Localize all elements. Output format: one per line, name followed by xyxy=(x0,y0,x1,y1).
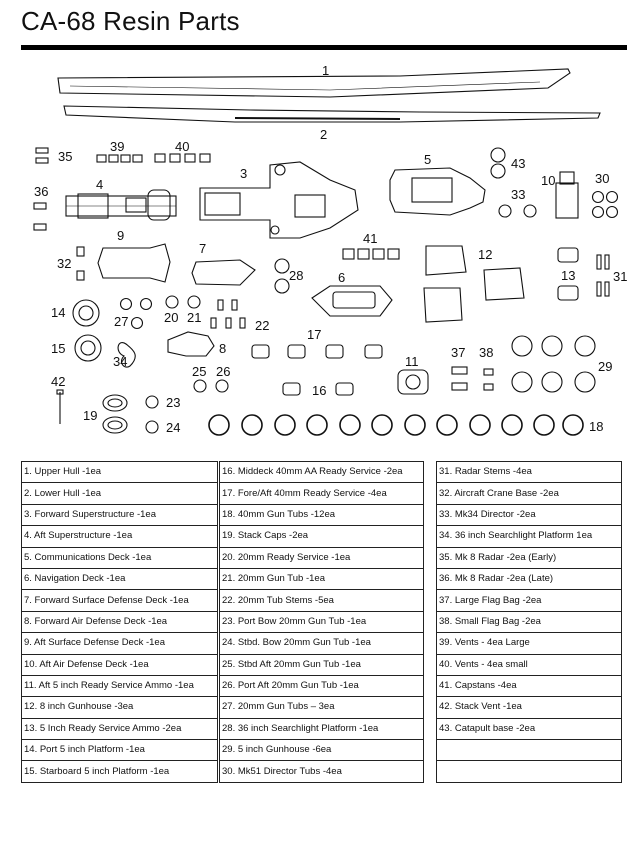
callout-31: 31 xyxy=(613,269,628,284)
parts-list-item: 15. Starboard 5 inch Platform -1ea xyxy=(22,761,218,782)
part-radar-stems xyxy=(597,255,609,296)
callout-10: 10 xyxy=(541,173,556,188)
parts-list-item: 28. 36 inch Searchlight Platform -1ea xyxy=(220,718,424,739)
callout-13: 13 xyxy=(561,268,576,283)
parts-list-col-1 xyxy=(21,461,218,783)
callout-35: 35 xyxy=(58,149,73,164)
callout-23: 23 xyxy=(166,395,181,410)
part-mk8-radar-early xyxy=(36,148,48,153)
part-port-bow-20mm-gun-tub xyxy=(146,396,158,408)
callout-43: 43 xyxy=(511,156,526,171)
part-port-aft-20mm-gun-tub xyxy=(216,380,228,392)
callout-29: 29 xyxy=(598,359,613,374)
callout-21: 21 xyxy=(187,310,202,325)
parts-list-item: 4. Aft Superstructure -1ea xyxy=(22,526,218,547)
part-stbd-5in-platform xyxy=(75,335,101,361)
parts-list-item: 7. Forward Surface Defense Deck -1ea xyxy=(22,590,218,611)
callout-28: 28 xyxy=(289,268,304,283)
callout-12: 12 xyxy=(478,247,493,262)
parts-list-item: 40. Vents - 4ea small xyxy=(437,654,622,675)
callout-39: 39 xyxy=(110,139,125,154)
parts-list-item: 38. Small Flag Bag -2ea xyxy=(437,611,622,632)
callout-3: 3 xyxy=(240,166,248,181)
part-searchlight-platform-36in xyxy=(275,259,289,293)
callout-34: 34 xyxy=(113,354,128,369)
part-aft-air-defense-deck xyxy=(556,172,578,218)
parts-list-item: 43. Catapult base -2ea xyxy=(437,718,622,739)
parts-list-item: 34. 36 inch Searchlight Platform 1ea xyxy=(437,526,622,547)
part-20mm-gun-tub xyxy=(188,296,200,308)
callout-8: 8 xyxy=(219,341,227,356)
parts-list-item: 5. Communications Deck -1ea xyxy=(22,547,218,568)
callout-33: 33 xyxy=(511,187,526,202)
parts-list-item: 41. Capstans -4ea xyxy=(437,675,622,696)
part-upper-hull xyxy=(58,69,570,97)
parts-list-item: 25. Stbd Aft 20mm Gun Tub -1ea xyxy=(220,654,424,675)
parts-list-item: 14. Port 5 inch Platform -1ea xyxy=(22,740,218,761)
parts-list-item: 27. 20mm Gun Tubs – 3ea xyxy=(220,697,424,718)
callout-17: 17 xyxy=(307,327,322,342)
part-navigation-deck xyxy=(312,286,392,316)
callout-2: 2 xyxy=(320,127,328,142)
callout-36: 36 xyxy=(34,184,49,199)
part-forward-superstructure xyxy=(200,162,358,238)
callout-25: 25 xyxy=(192,364,207,379)
part-5in-gunhouse xyxy=(512,336,595,392)
callout-15: 15 xyxy=(51,341,66,356)
part-port-5in-platform xyxy=(73,300,99,326)
callout-20: 20 xyxy=(164,310,179,325)
parts-list-col-2 xyxy=(219,461,424,783)
parts-list-item: 16. Middeck 40mm AA Ready Service -2ea xyxy=(220,462,424,483)
parts-list-item: 36. Mk 8 Radar -2ea (Late) xyxy=(437,568,622,589)
parts-list-item: 35. Mk 8 Radar -2ea (Early) xyxy=(437,547,622,568)
part-vents-large xyxy=(97,155,142,162)
part-mk51-director-tubs xyxy=(593,192,618,218)
parts-list-item: 20. 20mm Ready Service -1ea xyxy=(220,547,424,568)
parts-list-item: 17. Fore/Aft 40mm Ready Service -4ea xyxy=(220,483,424,504)
parts-list-item xyxy=(437,740,622,761)
part-communications-deck xyxy=(390,168,485,215)
part-small-flag-bag xyxy=(484,369,493,390)
part-20mm-tub-stems xyxy=(211,300,245,328)
part-mk8-radar-late xyxy=(34,203,46,209)
parts-list-item: 6. Navigation Deck -1ea xyxy=(22,568,218,589)
part-lower-hull xyxy=(64,106,600,122)
parts-list-item: 1. Upper Hull -1ea xyxy=(22,462,218,483)
callout-27: 27 xyxy=(114,314,129,329)
part-40mm-gun-tubs xyxy=(209,415,583,435)
part-8in-gunhouse xyxy=(424,246,524,322)
parts-list-item: 42. Stack Vent -1ea xyxy=(437,697,622,718)
callout-30: 30 xyxy=(595,171,610,186)
part-forward-air-defense-deck xyxy=(168,332,214,356)
parts-list-item: 8. Forward Air Defense Deck -1ea xyxy=(22,611,218,632)
part-aft-superstructure xyxy=(66,190,176,220)
part-forward-surface-defense-deck xyxy=(192,260,255,285)
part-stack-caps xyxy=(103,395,127,433)
parts-list-item: 29. 5 inch Gunhouse -6ea xyxy=(220,740,424,761)
part-catapult-base xyxy=(491,148,505,178)
part-aircraft-crane-base xyxy=(77,247,84,280)
part-large-flag-bag xyxy=(452,367,467,390)
parts-list-item: 30. Mk51 Director Tubs -4ea xyxy=(220,761,424,782)
parts-list-item: 13. 5 Inch Ready Service Ammo -2ea xyxy=(22,718,218,739)
callout-22: 22 xyxy=(255,318,270,333)
part-capstans xyxy=(343,249,399,259)
callout-42: 42 xyxy=(51,374,66,389)
callout-14: 14 xyxy=(51,305,66,320)
parts-list-item: 26. Port Aft 20mm Gun Tub -1ea xyxy=(220,675,424,696)
parts-list-item: 37. Large Flag Bag -2ea xyxy=(437,590,622,611)
page-title: CA-68 Resin Parts xyxy=(21,6,240,36)
parts-list-item: 2. Lower Hull -1ea xyxy=(22,483,218,504)
parts-list-item: 32. Aircraft Crane Base -2ea xyxy=(437,483,622,504)
callout-38: 38 xyxy=(479,345,494,360)
part-aft-surface-defense-deck xyxy=(98,244,170,282)
part-vents-small xyxy=(155,154,210,162)
callout-37: 37 xyxy=(451,345,466,360)
callout-6: 6 xyxy=(338,270,346,285)
parts-list-item: 11. Aft 5 inch Ready Service Ammo -1ea xyxy=(22,675,218,696)
parts-list-item: 31. Radar Stems -4ea xyxy=(437,462,622,483)
parts-list-item: 18. 40mm Gun Tubs -12ea xyxy=(220,504,424,525)
part-stack-vent xyxy=(57,390,63,424)
parts-list-item: 3. Forward Superstructure -1ea xyxy=(22,504,218,525)
callout-26: 26 xyxy=(216,364,231,379)
callout-11: 11 xyxy=(405,354,419,369)
parts-list-item: 21. 20mm Gun Tub -1ea xyxy=(220,568,424,589)
part-aft-5in-ready-service-ammo xyxy=(398,370,428,394)
callout-41: 41 xyxy=(363,231,378,246)
part-stbd-bow-20mm-gun-tub xyxy=(146,421,158,433)
callout-7: 7 xyxy=(199,241,207,256)
parts-list-item: 33. Mk34 Director -2ea xyxy=(437,504,622,525)
callout-5: 5 xyxy=(424,152,432,167)
callout-32: 32 xyxy=(57,256,72,271)
parts-list-col-3 xyxy=(436,461,622,783)
callout-9: 9 xyxy=(117,228,125,243)
parts-list-item: 19. Stack Caps -2ea xyxy=(220,526,424,547)
parts-list-item: 23. Port Bow 20mm Gun Tub -1ea xyxy=(220,611,424,632)
callout-18: 18 xyxy=(589,419,604,434)
parts-list-item: 24. Stbd. Bow 20mm Gun Tub -1ea xyxy=(220,633,424,654)
callout-1: 1 xyxy=(322,63,330,78)
parts-list-item: 12. 8 inch Gunhouse -3ea xyxy=(22,697,218,718)
parts-list-item xyxy=(437,761,622,782)
part-stbd-aft-20mm-gun-tub xyxy=(194,380,206,392)
parts-list-item: 9. Aft Surface Defense Deck -1ea xyxy=(22,633,218,654)
part-20mm-ready-service xyxy=(166,296,178,308)
callout-40: 40 xyxy=(175,139,190,154)
callout-24: 24 xyxy=(166,420,181,435)
part-mk34-director xyxy=(499,205,536,217)
callout-19: 19 xyxy=(83,408,98,423)
callout-4: 4 xyxy=(96,177,104,192)
parts-list-item: 39. Vents - 4ea Large xyxy=(437,633,622,654)
parts-list-item: 22. 20mm Tub Stems -5ea xyxy=(220,590,424,611)
part-40mm-ready-service-fore-aft xyxy=(252,345,382,358)
callout-16: 16 xyxy=(312,383,327,398)
parts-list-item: 10. Aft Air Defense Deck -1ea xyxy=(22,654,218,675)
